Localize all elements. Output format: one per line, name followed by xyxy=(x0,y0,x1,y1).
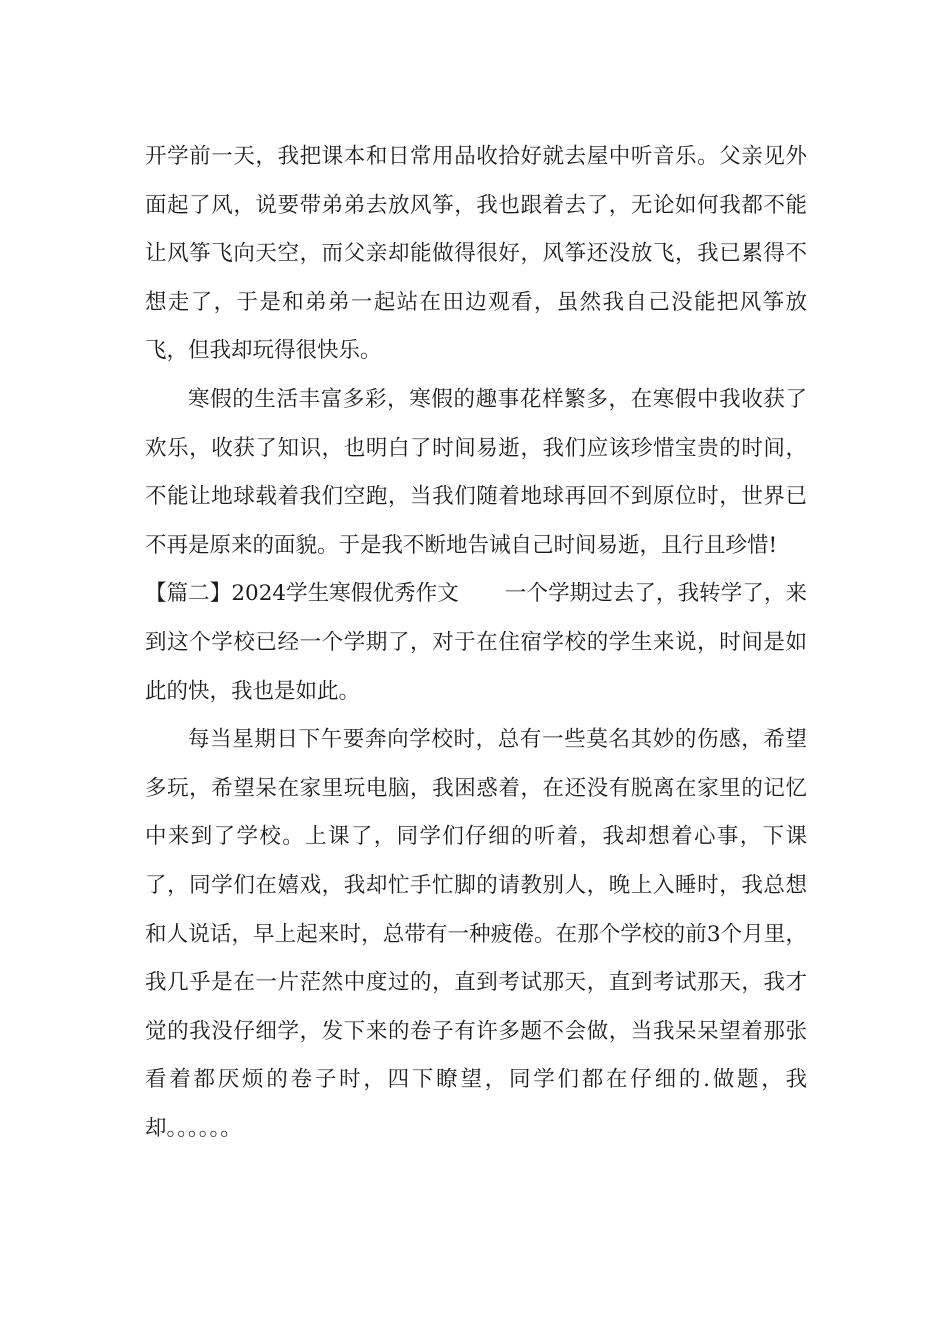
paragraph-text: 开学前一天，我把课本和日常用品收拾好就去屋中听音乐。父亲见外面起了风，说要带弟弟去放风筝，我也跟着去了，无论如何我都不能让风筝飞向天空，而父亲却能做得很好，风筝还没放飞，我已累得不想走了，于是和弟弟一起站在田边观看，虽然我自己没能把风筝放飞，但我却玩得很快乐。 xyxy=(145,144,807,364)
paragraph-text: 寒假的生活丰富多彩，寒假的趣事花样繁多，在寒假中我收获了欢乐，收获了知识，也明白了时间易逝，我们应该珍惜宝贵的时间，不能让地球载着我们空跑，当我们随着地球再回不到原位时，世界已不再是原来的面貌。于是我不断地告诫自己时间易逝，且行且珍惜! xyxy=(145,386,807,558)
paragraph-article-two xyxy=(145,570,807,716)
paragraph-school-life xyxy=(145,716,807,1153)
section-heading: 【篇二】2024学生寒假优秀作文 xyxy=(145,581,459,607)
paragraph-text: 一个学期过去了，我转学了，来到这个学校已经一个学期了，对于在住宿学校的学生来说，时间是如此的快，我也是如此。 xyxy=(145,581,807,704)
paragraph-winter-break xyxy=(145,376,807,570)
paragraph-text: 每当星期日下午要奔向学校时，总有一些莫名其妙的伤感，希望多玩，希望呆在家里玩电脑，我困惑着，在还没有脱离在家里的记忆中来到了学校。上课了，同学们仔细的听着，我却想着心事，下课了，同学们在嬉戏，我却忙手忙脚的请教别人，晚上入睡时，我总想和人说话，早上起来时，总带有一种疲倦。在那个学校的前3个月里，我几乎是在一片茫然中度过的，直到考试那天，直到考试那天，我才觉的我没仔细学，发下来的卷子有许多题不会做，当我呆呆望着那张看着都厌烦的卷子时，四下瞭望，同学们都在仔细的.做题，我却。。。。。。 xyxy=(145,727,807,1141)
paragraph-kite xyxy=(145,133,807,376)
document-body xyxy=(145,133,807,1153)
